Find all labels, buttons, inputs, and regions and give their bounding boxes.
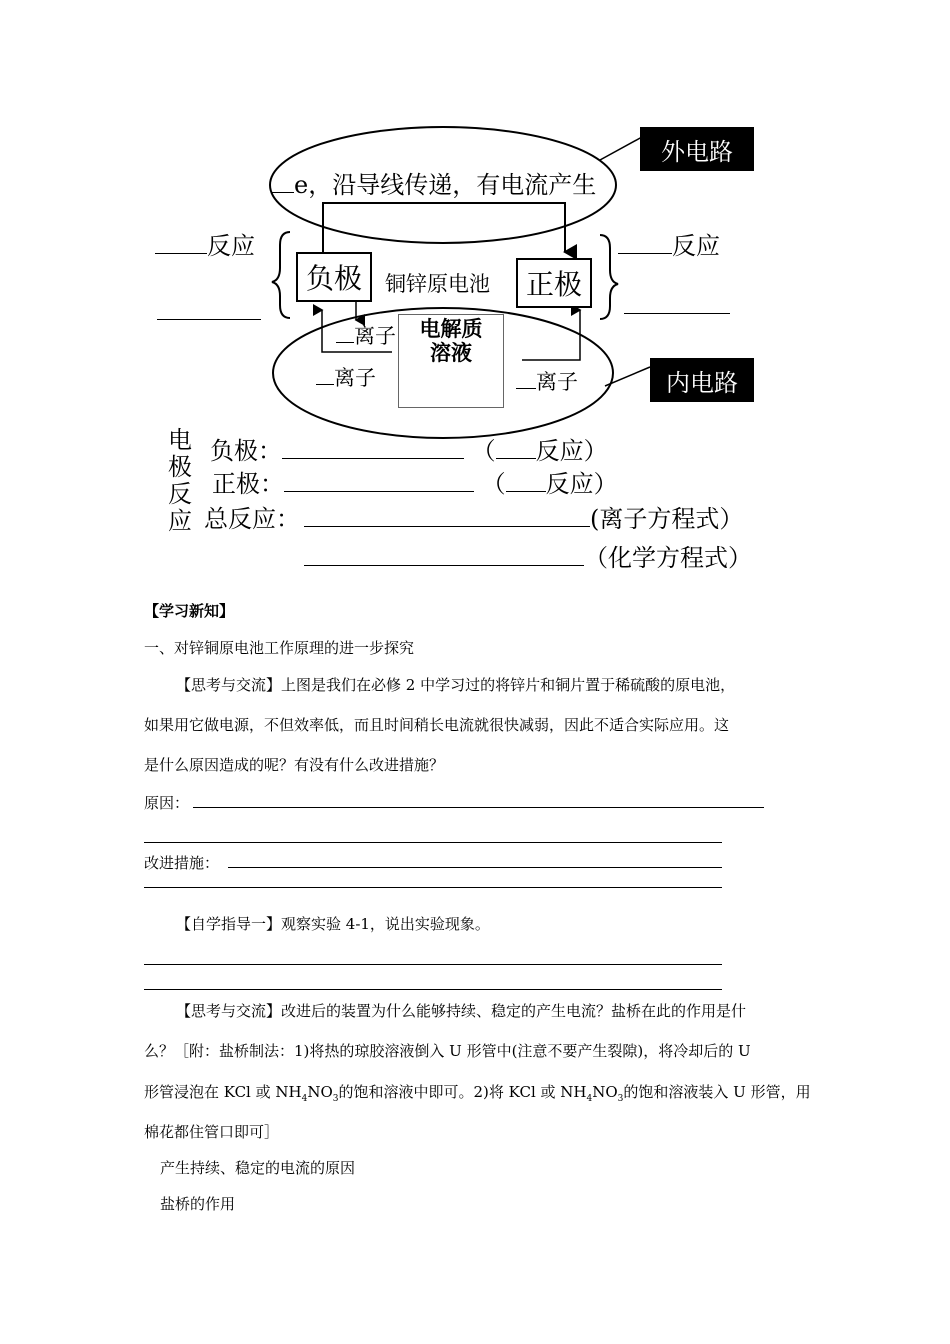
improve-answer-line[interactable] — [228, 867, 722, 868]
positive-reaction-row — [212, 464, 618, 499]
ion-word: 离子 — [354, 324, 396, 348]
ion-label-left-bottom — [316, 362, 376, 392]
improve-answer-line-2[interactable] — [144, 887, 722, 888]
text-segment: NO — [307, 1083, 333, 1101]
negative-electrode-blank[interactable] — [157, 319, 261, 320]
cell-name: 铜锌原电池 — [385, 272, 490, 296]
study-heading: 【学习新知】 — [144, 602, 235, 620]
guide1-answer-line-2[interactable] — [144, 989, 722, 990]
subscript: 4 — [301, 1094, 308, 1104]
text-segment: 的饱和溶液中即可。2)将 KCl 或 NH — [338, 1083, 587, 1101]
reason-answer-line[interactable] — [193, 807, 764, 808]
question-2: 盐桥的作用 — [160, 1195, 236, 1213]
negative-label: 负极： — [210, 437, 282, 465]
text-segment: 形管浸泡在 KCl 或 NH — [144, 1083, 302, 1101]
positive-label: 正极： — [212, 470, 284, 498]
inner-circuit-label: 内电路 — [650, 358, 754, 402]
ion-blank[interactable] — [336, 341, 354, 343]
electron-flow-label: e，沿导线传递，有电流产生 — [294, 171, 597, 199]
left-brace — [272, 232, 290, 318]
think1-line1: 【思考与交流】上图是我们在必修 2 中学习过的将锌片和铜片置于稀硫酸的原电池， — [176, 676, 736, 694]
positive-equation-blank[interactable] — [284, 490, 474, 492]
paren-open: （ — [481, 470, 506, 498]
positive-electrode-blank[interactable] — [624, 313, 730, 314]
text-segment: 的饱和溶液装入 U 形管，用 — [623, 1083, 811, 1101]
positive-type-blank[interactable] — [506, 490, 546, 492]
side-title-char: 电 — [168, 426, 192, 454]
subscript: 4 — [586, 1094, 593, 1104]
chemical-equation-label: （化学方程式） — [584, 544, 752, 572]
electron-count-blank[interactable] — [272, 191, 294, 193]
reaction-word: 反应 — [672, 232, 720, 260]
electron-flow-text — [272, 165, 596, 200]
negative-reaction-row — [210, 431, 608, 466]
text-segment: NO — [592, 1083, 618, 1101]
side-title-char: 应 — [168, 507, 192, 535]
outer-label-pointer — [600, 137, 642, 160]
reaction-word: 反应 — [207, 232, 255, 260]
ion-word: 离子 — [536, 370, 578, 394]
side-title-char: 反 — [168, 480, 192, 508]
paren-open: （ — [471, 437, 496, 465]
section1-title: 一、对锌铜原电池工作原理的进一步探究 — [144, 639, 415, 657]
ion-label-left-top — [336, 320, 396, 350]
think1-line3: 是什么原因造成的呢？有没有什么改进措施？ — [144, 756, 445, 774]
think1-line2: 如果用它做电源，不但效率低，而且时间稍长电流就很快减弱，因此不适合实际应用。这 — [144, 716, 730, 734]
ionic-equation-blank[interactable] — [304, 525, 590, 527]
question-1: 产生持续、稳定的电流的原因 — [160, 1159, 356, 1177]
reason-answer-line-2[interactable] — [144, 842, 722, 843]
subscript: 3 — [617, 1094, 624, 1104]
ionic-equation-label: (离子方程式） — [590, 505, 744, 533]
negative-reaction-type-blank[interactable] — [155, 252, 207, 254]
external-wire — [323, 203, 565, 252]
chemical-equation-row — [304, 538, 752, 573]
positive-reaction-type-blank[interactable] — [618, 252, 672, 254]
total-label: 总反应： — [204, 505, 300, 533]
guide1-answer-line[interactable] — [144, 964, 722, 965]
chemical-equation-blank[interactable] — [304, 564, 584, 566]
improve-label: 改进措施： — [144, 854, 220, 872]
right-brace — [600, 235, 618, 319]
positive-reaction-type — [618, 226, 720, 261]
reason-label: 原因： — [144, 794, 190, 812]
ion-word: 离子 — [334, 366, 376, 390]
think2-line2: 么？［附：盐桥制法：1)将热的琼胶溶液倒入 U 形管中(注意不要产生裂隙)，将冷却后的 U — [144, 1042, 751, 1060]
paren-close: ） — [583, 437, 608, 465]
side-title-char: 极 — [168, 453, 192, 481]
think2-line3 — [144, 1081, 811, 1104]
subscript: 3 — [332, 1094, 339, 1104]
guide1: 【自学指导一】观察实验 4-1，说出实验现象。 — [176, 915, 490, 933]
negative-reaction-type — [155, 226, 255, 261]
think2-line4: 棉花都住管口即可］ — [144, 1123, 280, 1141]
reaction-word: 反应 — [545, 470, 594, 498]
reaction-word: 反应 — [535, 437, 584, 465]
paren-close: ） — [593, 470, 618, 498]
total-reaction-row — [204, 499, 743, 534]
negative-equation-blank[interactable] — [282, 457, 464, 459]
ion-label-right — [516, 366, 578, 396]
outer-circuit-label: 外电路 — [640, 127, 754, 171]
negative-type-blank[interactable] — [496, 457, 536, 459]
think2-line1: 【思考与交流】改进后的装置为什么能够持续、稳定的产生电流？盐桥在此的作用是什 — [176, 1002, 747, 1020]
electrolyte-box: 电解质 溶液 — [398, 314, 504, 408]
ion-blank[interactable] — [316, 383, 334, 385]
ion-blank[interactable] — [516, 387, 536, 389]
electrode-reaction-side-title — [168, 427, 194, 535]
positive-electrode-box: 正极 — [516, 258, 592, 308]
negative-electrode-box: 负极 — [296, 252, 372, 302]
